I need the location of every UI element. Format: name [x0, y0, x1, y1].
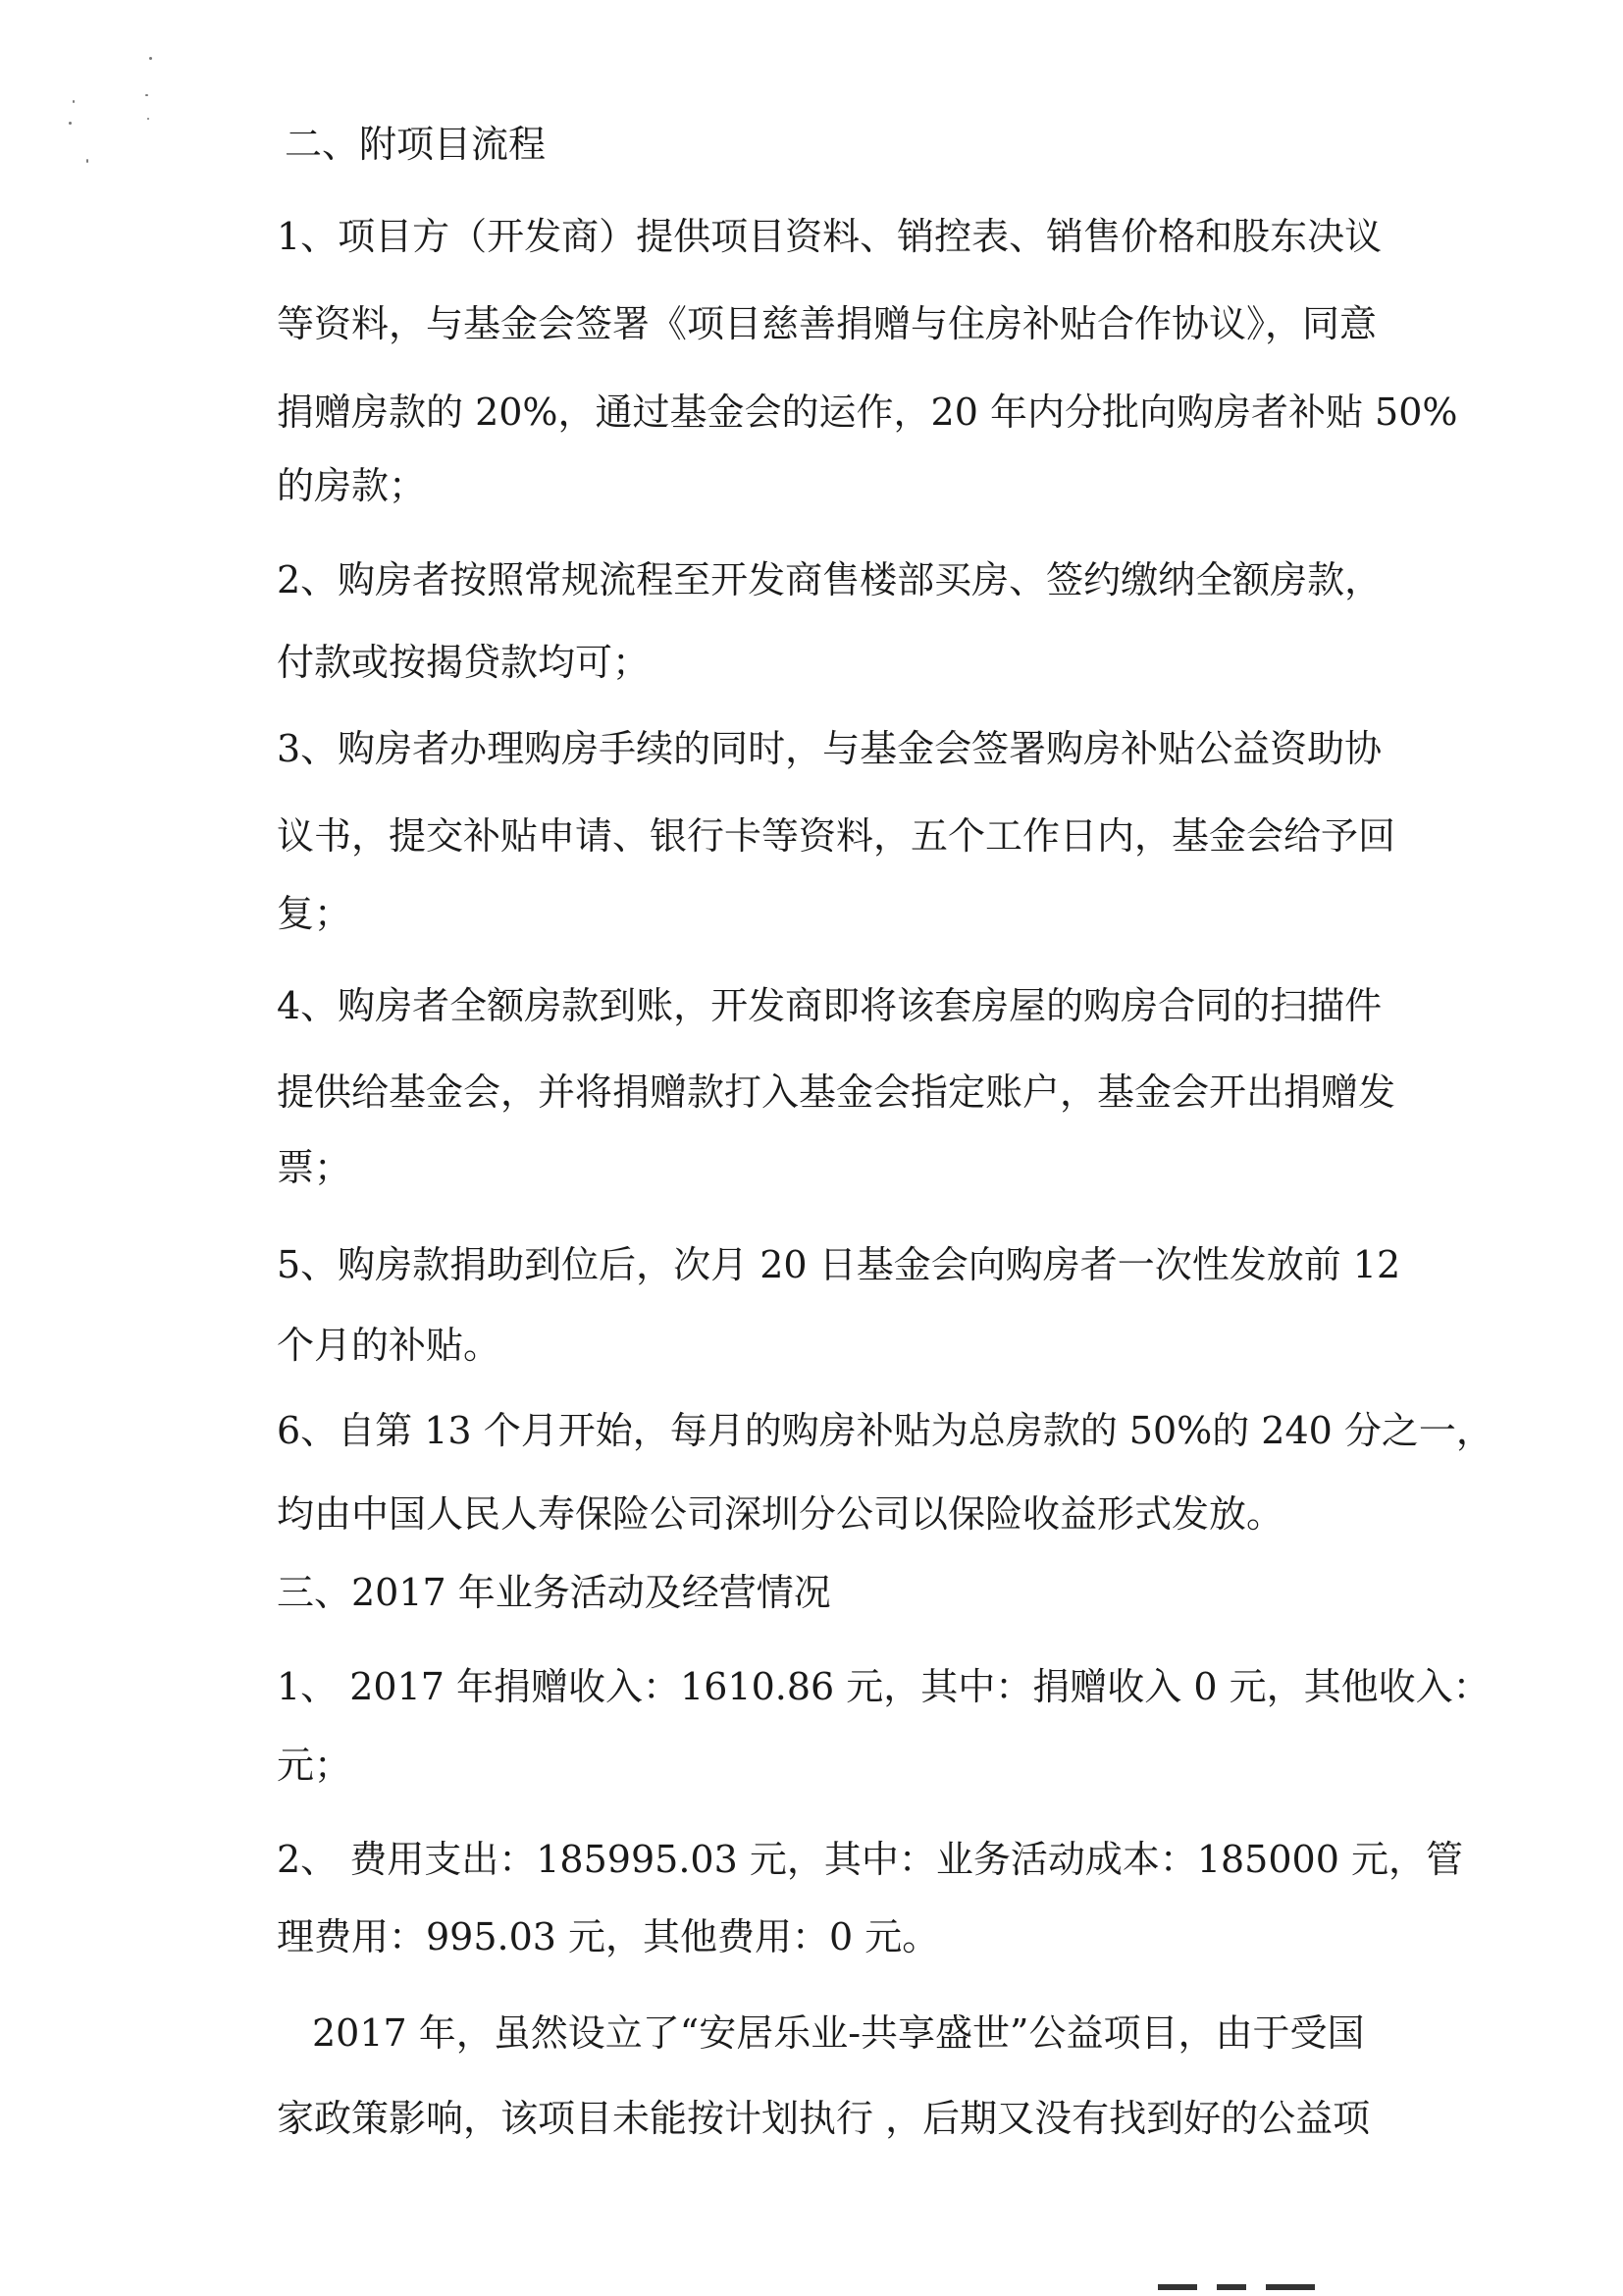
paragraph-line: 议书，提交补贴申请、银行卡等资料，五个工作日内，基金会给予回 [277, 814, 1396, 858]
section-heading-2017-activities: 三、2017 年业务活动及经营情况 [277, 1571, 831, 1614]
paragraph-line: 提供给基金会，并将捐赠款打入基金会指定账户，基金会开出捐赠发 [277, 1070, 1396, 1114]
paragraph-line: 1、项目方（开发商）提供项目资料、销控表、销售价格和股东决议 [277, 215, 1383, 258]
paragraph-line: 均由中国人民人寿保险公司深圳分公司以保险收益形式发放。 [277, 1492, 1284, 1536]
paragraph-line: 付款或按揭贷款均可； [277, 641, 651, 684]
paragraph-line: 理费用：995.03 元，其他费用：0 元。 [277, 1915, 940, 1958]
paragraph-line: 1、 2017 年捐赠收入：1610.86 元，其中：捐赠收入 0 元，其他收入： [277, 1665, 1491, 1708]
paragraph-line: 捐赠房款的 20%，通过基金会的运作，20 年内分批向购房者补贴 50% [277, 391, 1458, 434]
paragraph-line: 票； [277, 1146, 352, 1189]
paragraph-line: 6、自第 13 个月开始，每月的购房补贴为总房款的 50%的 240 分之一， [277, 1409, 1493, 1452]
paragraph-line: 5、购房款捐助到位后，次月 20 日基金会向购房者一次性发放前 12 [277, 1243, 1401, 1286]
paragraph-line: 复； [277, 892, 352, 935]
paragraph-line: 元； [277, 1744, 352, 1787]
paragraph-line: 2、 费用支出：185995.03 元，其中：业务活动成本：185000 元，管 [277, 1838, 1463, 1881]
section-heading-project-process: 二、附项目流程 [285, 123, 547, 166]
paragraph-line: 等资料，与基金会签署《项目慈善捐赠与住房补贴合作协议》，同意 [277, 302, 1378, 345]
paragraph-line: 个月的补贴。 [277, 1324, 501, 1367]
scan-bottom-marks [1158, 2284, 1354, 2292]
paragraph-line: 2017 年，虽然设立了“安居乐业-共享盛世”公益项目，由于受国 [312, 2011, 1365, 2055]
paragraph-line: 4、购房者全额房款到账，开发商即将该套房屋的购房合同的扫描件 [277, 984, 1383, 1027]
paragraph-line: 2、购房者按照常规流程至开发商售楼部买房、签约缴纳全额房款， [277, 558, 1383, 601]
paragraph-line: 3、购房者办理购房手续的同时，与基金会签署购房补贴公益资助协 [277, 727, 1383, 770]
paragraph-line: 家政策影响，该项目未能按计划执行 ，后期又没有找到好的公益项 [277, 2097, 1371, 2140]
paragraph-line: 的房款； [277, 464, 427, 507]
